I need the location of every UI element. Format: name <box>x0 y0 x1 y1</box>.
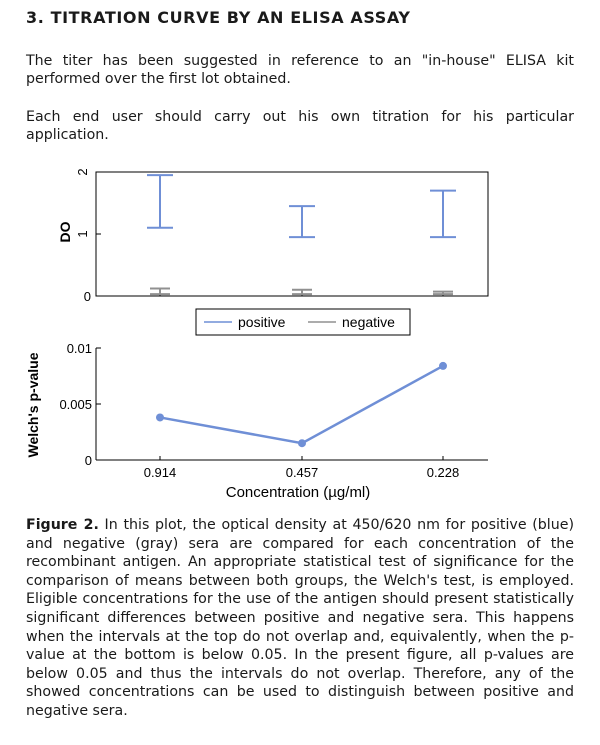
y-axis-label: DO <box>57 221 73 243</box>
optical-density-plot <box>57 168 488 335</box>
x-tick-label: 0.228 <box>426 465 460 480</box>
figure-caption <box>26 516 574 721</box>
x-tick-label: 0.457 <box>285 465 319 480</box>
legend-negative-label: negative <box>342 314 395 330</box>
p-value-point <box>156 413 164 421</box>
elisa-figure <box>0 160 600 510</box>
y-tick-label: 1 <box>75 230 90 238</box>
p-value-point <box>439 362 447 370</box>
y-tick-label: 0.01 <box>66 341 92 356</box>
y-axis-label: Welch's p-value <box>25 352 41 458</box>
intro-paragraph: The titer has been suggested in reference to an "in-house" ELISA kit performed over the first lot obtained. <box>26 53 574 87</box>
y-tick-label: 0 <box>84 453 92 468</box>
x-axis-label: Concentration (µg/ml) <box>225 484 371 501</box>
instruction-paragraph: Each end user should carry out his own titration for his particular application. <box>26 109 574 143</box>
p-value-plot <box>25 341 488 501</box>
p-value-line <box>160 366 443 443</box>
p-value-point <box>298 439 306 447</box>
y-tick-label: 0.005 <box>59 397 92 412</box>
caption-label: Figure 2. <box>26 517 99 533</box>
caption-text: In this plot, the optical density at 450/620 nm for positive (blue) and negative (gray) sera are compared for each concentration of the recombinant antigen. An appropriate statistical test of significance for the comparison of means between both groups, the Welch's test, is employed. Eligible concentrations for the use of the antigen should present statistically significant differences between positive and negative sera. This happens when the intervals at the top do not overlap and, equivalently, when the p-value at the bottom is below 0.05. In the present figure, all p-values are below 0.05 and thus the intervals do not overlap. Therefore, any of the showed concentrations can be used to distinguish between positive and negative sera. <box>26 517 574 719</box>
top-plot-frame <box>96 172 488 296</box>
y-tick-label: 0 <box>83 289 91 304</box>
y-tick-label: 2 <box>75 168 90 176</box>
x-tick-label: 0.914 <box>143 465 177 480</box>
legend-positive-label: positive <box>238 314 286 330</box>
section-heading: 3. TITRATION CURVE BY AN ELISA ASSAY <box>26 8 411 27</box>
